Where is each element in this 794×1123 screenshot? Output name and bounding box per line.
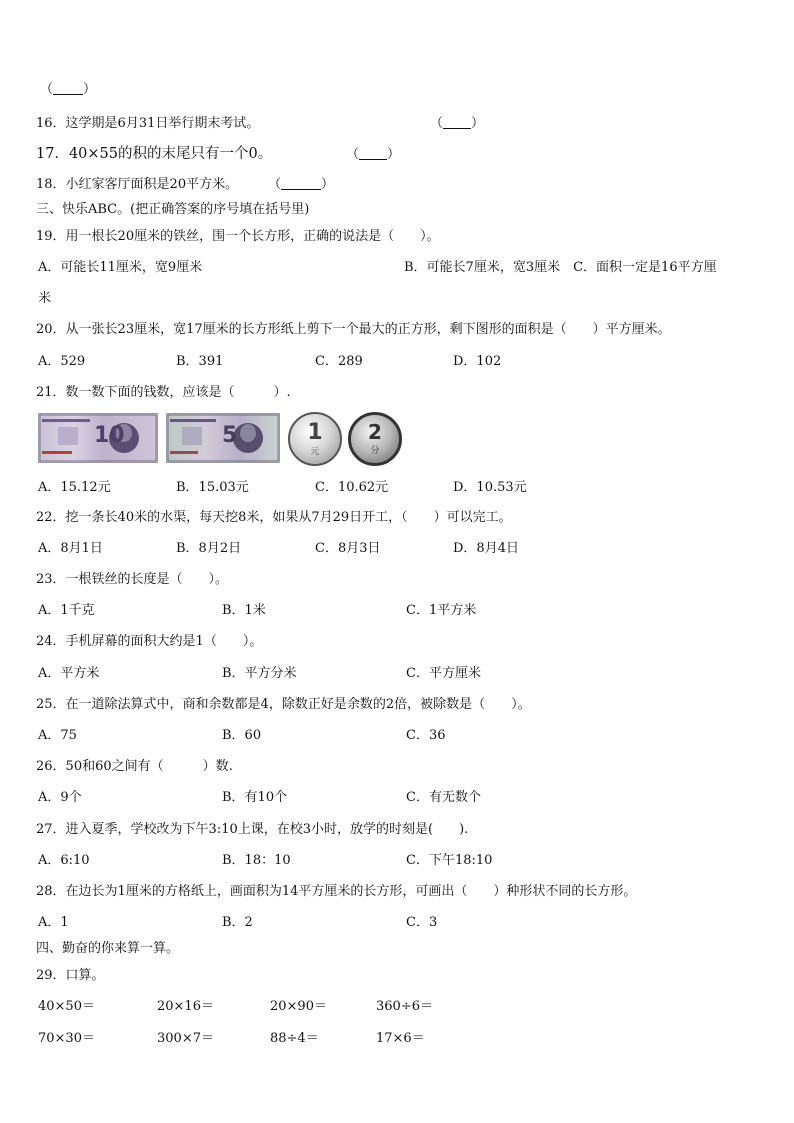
q20-option-a[interactable]: A．529 [38,354,86,369]
q19-option-bc[interactable]: B．可能长7厘米，宽3厘米 C．面积一定是16平方厘 [404,260,717,275]
q27-text: 27．进入夏季，学校改为下午3:10上课，在校3小时，放学的时刻是( ). [36,822,469,837]
q21-option-b[interactable]: B．15.03元 [176,480,249,495]
q26-option-c[interactable]: C．有无数个 [406,790,481,805]
q25-option-a[interactable]: A．75 [38,728,77,743]
q28-option-c[interactable]: C．3 [406,915,438,930]
q21-option-a[interactable]: A．15.12元 [38,480,111,495]
calc-item: 40×50＝ [38,999,95,1014]
calc-item: 70×30＝ [38,1031,95,1046]
q22-option-d[interactable]: D．8月4日 [453,541,519,556]
coin-1-value: 1 [307,420,323,445]
q17-answer-blank[interactable] [359,148,387,160]
q20-option-d[interactable]: D．102 [453,354,502,369]
q26-text: 26．50和60之间有（ ）数. [36,759,233,774]
banknote-10-yuan [38,413,158,463]
q15-answer-paren: （ ） [40,82,97,97]
q26-option-b[interactable]: B．有10个 [222,790,288,805]
calc-item: 17×6＝ [376,1031,425,1046]
q23-option-c[interactable]: C．1平方米 [406,603,477,618]
q15-answer-blank[interactable] [53,83,83,95]
section-3-heading: 三、快乐ABC。(把正确答案的序号填在括号里) [36,202,310,217]
q25-option-b[interactable]: B．60 [222,728,262,743]
q25-option-c[interactable]: C．36 [406,728,446,743]
coin-2-unit: 分 [370,446,380,456]
q22-option-a[interactable]: A．8月1日 [38,541,103,556]
calc-item: 360÷6＝ [376,999,433,1014]
q26-option-a[interactable]: A．9个 [38,790,82,805]
q27-option-c[interactable]: C．下午18:10 [406,853,493,868]
q24-option-b[interactable]: B．平方分米 [222,666,297,681]
calc-item: 20×16＝ [157,999,214,1014]
q28-option-b[interactable]: B．2 [222,915,253,930]
q23-option-a[interactable]: A．1千克 [38,603,95,618]
q28-text: 28．在边长为1厘米的方格纸上，画面积为14平方厘米的长方形，可画出（ ）种形状不同的长方形。 [36,884,637,899]
coin-1-unit: 元 [310,447,320,457]
q20-text: 20．从一张长23厘米，宽17厘米的长方形纸上剪下一个最大的正方形，剩下图形的面积是（ ）平方厘米。 [36,322,671,337]
q19-option-c-wrap: 米 [38,291,52,306]
q24-option-a[interactable]: A．平方米 [38,666,100,681]
q18-answer-paren: （ ） [268,177,335,192]
q16-text: 16．这学期是6月31日举行期末考试。 [36,116,260,131]
q21-text: 21．数一数下面的钱数，应该是（ ）. [36,385,291,400]
banknote-5-yuan [166,413,280,463]
banknote-5-value: 5 [222,423,238,448]
q28-option-a[interactable]: A．1 [38,915,69,930]
q22-option-b[interactable]: B．8月2日 [176,541,242,556]
q19-option-a[interactable]: A．可能长11厘米，宽9厘米 [38,260,203,275]
q19-text: 19．用一根长20厘米的铁丝，围一个长方形，正确的说法是（ ）。 [36,229,440,244]
coin-2-fen [348,412,402,466]
q18-text: 18．小红家客厅面积是20平方米。 [36,177,239,192]
q16-answer-blank[interactable] [443,117,471,129]
section-4-heading: 四、勤奋的你来算一算。 [36,941,180,956]
calc-item: 20×90＝ [270,999,327,1014]
q18-answer-blank[interactable] [281,178,321,190]
q23-option-b[interactable]: B．1米 [222,603,266,618]
q22-text: 22．挖一条长40米的水渠，每天挖8米，如果从7月29日开工，（ ）可以完工。 [36,510,512,525]
q20-option-b[interactable]: B．391 [176,354,224,369]
calc-item: 300×7＝ [157,1031,214,1046]
banknote-10-value: 10 [94,423,125,448]
q22-option-c[interactable]: C．8月3日 [315,541,381,556]
q25-text: 25．在一道除法算式中，商和余数都是4，除数正好是余数的2倍，被除数是（ ）。 [36,697,531,712]
coin-1-yuan [288,412,342,466]
q16-answer-paren: （ ） [430,116,485,131]
q21-option-c[interactable]: C．10.62元 [315,480,389,495]
coin-2-value: 2 [368,420,382,444]
q29-text: 29．口算。 [36,968,105,983]
q17-answer-paren: （ ） [346,147,401,162]
q24-option-c[interactable]: C．平方厘米 [406,666,481,681]
calc-item: 88÷4＝ [270,1031,319,1046]
q23-text: 23．一根铁丝的长度是（ ）。 [36,572,229,587]
q17-text: 17．40×55的积的末尾只有一个0。 [36,146,273,162]
q20-option-c[interactable]: C．289 [315,354,363,369]
q21-option-d[interactable]: D．10.53元 [453,480,527,495]
q27-option-a[interactable]: A．6:10 [38,853,90,868]
q24-text: 24．手机屏幕的面积大约是1（ ）。 [36,634,263,649]
q27-option-b[interactable]: B．18：10 [222,853,291,868]
